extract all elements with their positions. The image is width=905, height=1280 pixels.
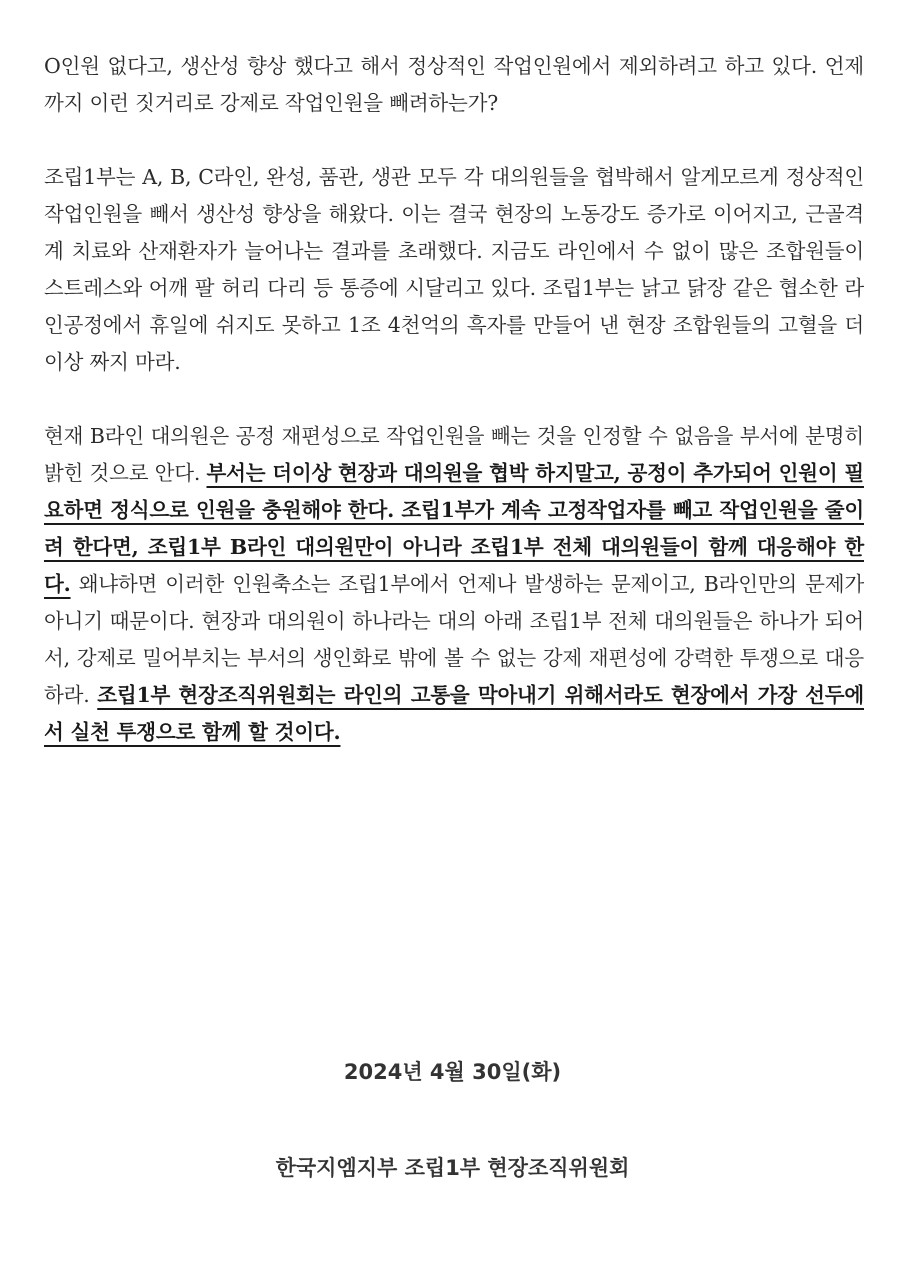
- document-body: [44, 48, 864, 751]
- paragraph-3-text-2: 왜냐하면 이러한 인원축소는 조립1부에서 언제나 발생하는 문제이고, B라인만의 문제가 아니기 때문이다. 현장과 대의원이 하나라는 대의 아래 조립1부 전체 대의원들은 하나가 되어서, 강제로 밀어부치는 부서의 생인화로 밖에 볼 수 없는 강제 재편성에 강력한 투쟁으로 대응하라.: [44, 572, 864, 707]
- paragraph-3-emphasis-2: 조립1부 현장조직위원회는 라인의 고통을 막아내기 위해서라도 현장에서 가장 선두에서 실천 투쟁으로 함께 할 것이다.: [44, 683, 864, 744]
- document-date: 2024년 4월 30일(화): [343, 1060, 562, 1084]
- paragraph-3-text-1: 현재 B라인 대의원은 공정 재편성으로 작업인원을 빼는 것을 인정할 수 없음을 부서에 분명히 밝힌 것으로 안다.: [44, 424, 864, 485]
- organization-name: 한국지엠지부 조립1부 현장조직위원회: [275, 1156, 630, 1180]
- paragraph-3-emphasis-1: 부서는 더이상 현장과 대의원을 협박 하지말고, 공정이 추가되어 인원이 필요하면 정식으로 인원을 충원해야 한다. 조립1부가 계속 고정작업자를 빼고 작업인원을 줄이려 한다면, 조립1부 B라인 대의원만이 아니라 조립1부 전체 대의원들이 함께 대응해야 한다.: [44, 461, 864, 596]
- paragraph-1: O인원 없다고, 생산성 향상 했다고 해서 정상적인 작업인원에서 제외하려고 하고 있다. 언제까지 이런 짓거리로 강제로 작업인원을 빼려하는가?: [44, 54, 864, 115]
- paragraph-3: [44, 418, 864, 751]
- paragraph-2: 조립1부는 A, B, C라인, 완성, 품관, 생관 모두 각 대의원들을 협박해서 알게모르게 정상적인 작업인원을 빼서 생산성 향상을 해왔다. 이는 결국 현장의 노동강도 증가로 이어지고, 근골격계 치료와 산재환자가 늘어나는 결과를 초래했다. 지금도 라인에서 수 없이 많은 조합원들이 스트레스와 어깨 팔 허리 다리 등 통증에 시달리고 있다. 조립1부는 낡고 닭장 같은 협소한 라인공정에서 휴일에 쉬지도 못하고 1조 4천억의 흑자를 만들어 낸 현장 조합원들의 고혈을 더이상 짜지 마라.: [44, 165, 864, 374]
